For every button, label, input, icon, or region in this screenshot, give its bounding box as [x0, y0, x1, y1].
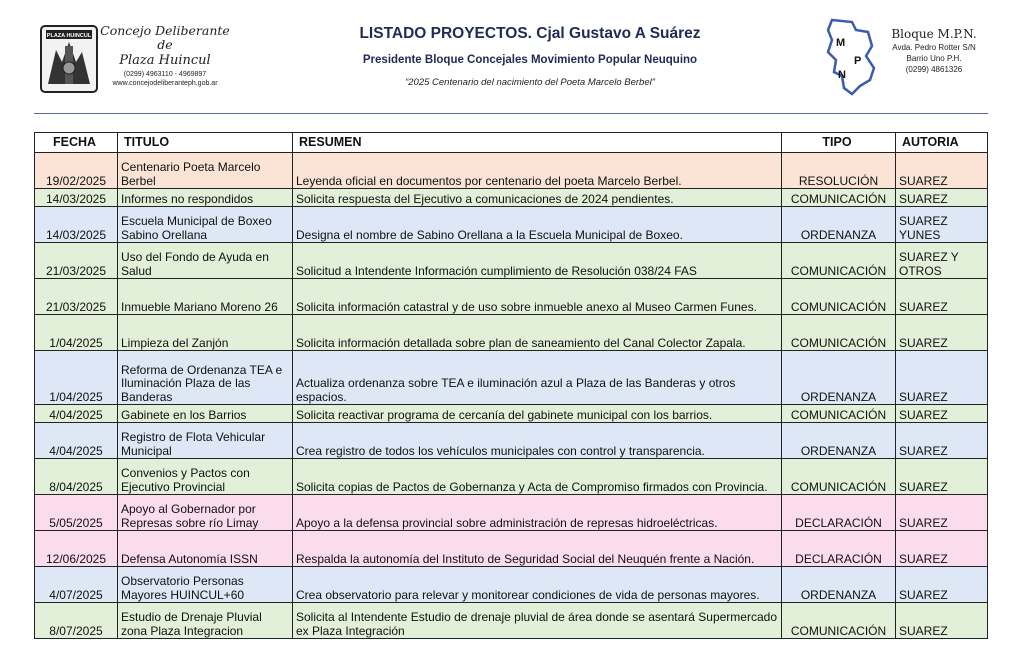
cell-titulo: Defensa Autonomía ISSN — [118, 531, 293, 567]
mpn-letter-m: M — [836, 37, 846, 49]
cell-tipo: COMUNICACIÓN — [782, 189, 896, 207]
cell-resumen: Solicitud a Intendente Información cumplimiento de Resolución 038/24 FAS — [293, 243, 782, 279]
table-row — [35, 531, 988, 567]
cell-autoria: SUAREZ — [896, 279, 988, 315]
cell-autoria: SUAREZ — [896, 459, 988, 495]
cell-fecha: 19/02/2025 — [35, 153, 118, 189]
cell-tipo: COMUNICACIÓN — [782, 279, 896, 315]
cell-titulo: Reforma de Ordenanza TEA e Iluminación Plaza de las Banderas — [118, 351, 293, 405]
cell-titulo: Estudio de Drenaje Pluvial zona Plaza Integracion — [118, 603, 293, 639]
cell-autoria: SUAREZ — [896, 495, 988, 531]
table-row — [35, 459, 988, 495]
mpn-letter-n: N — [838, 69, 846, 81]
header-tipo: TIPO — [782, 133, 896, 153]
cell-tipo: COMUNICACIÓN — [782, 315, 896, 351]
concejo-line1: Concejo Deliberante de — [100, 23, 230, 52]
header-divider — [34, 113, 988, 114]
cell-resumen: Solicita copias de Pactos de Gobernanza y Acta de Compromiso firmados con Provincia. — [293, 459, 782, 495]
document-quote: “2025 Centenario del nacimiento del Poeta Marcelo Berbel” — [405, 77, 655, 88]
cell-fecha: 12/06/2025 — [35, 531, 118, 567]
cell-resumen: Apoyo a la defensa provincial sobre administración de represas hidroeléctricas. — [293, 495, 782, 531]
cell-resumen: Crea observatorio para relevar y monitorear condiciones de vida de personas mayores. — [293, 567, 782, 603]
cell-resumen: Solicita reactivar programa de cercanía del gabinete municipal con los barrios. — [293, 405, 782, 423]
cell-resumen: Respalda la autonomía del Instituto de Seguridad Social del Neuquén frente a Nación. — [293, 531, 782, 567]
mpn-logo — [822, 16, 878, 96]
cell-titulo: Informes no respondidos — [118, 189, 293, 207]
cell-fecha: 8/07/2025 — [35, 603, 118, 639]
cell-tipo: DECLARACIÓN — [782, 531, 896, 567]
cell-titulo: Apoyo al Gobernador por Represas sobre río Limay — [118, 495, 293, 531]
document-title: LISTADO PROYECTOS. Cjal Gustavo A Suárez — [359, 25, 701, 42]
cell-tipo: ORDENANZA — [782, 207, 896, 243]
cell-titulo: Uso del Fondo de Ayuda en Salud — [118, 243, 293, 279]
cell-resumen: Solicita información catastral y de uso sobre inmueble anexo al Museo Carmen Funes. — [293, 279, 782, 315]
cell-autoria: SUAREZ — [896, 423, 988, 459]
header-fecha: FECHA — [35, 133, 118, 153]
bloque-barrio: Barrio Uno P.H. — [906, 54, 962, 63]
cell-titulo: Gabinete en los Barrios — [118, 405, 293, 423]
cell-fecha: 1/04/2025 — [35, 315, 118, 351]
table-row — [35, 405, 988, 423]
cell-titulo: Observatorio Personas Mayores HUINCUL+60 — [118, 567, 293, 603]
table-header — [35, 133, 988, 153]
projects-table — [34, 132, 988, 639]
cell-autoria: SUAREZ — [896, 603, 988, 639]
cell-fecha: 14/03/2025 — [35, 189, 118, 207]
cell-tipo: COMUNICACIÓN — [782, 603, 896, 639]
cell-titulo: Limpieza del Zanjón — [118, 315, 293, 351]
cell-fecha: 21/03/2025 — [35, 279, 118, 315]
table-body — [35, 153, 988, 639]
table-row — [35, 603, 988, 639]
table-row — [35, 153, 988, 189]
table-row — [35, 495, 988, 531]
cell-tipo: ORDENANZA — [782, 423, 896, 459]
cell-autoria: SUAREZ — [896, 351, 988, 405]
cell-autoria: SUAREZ — [896, 189, 988, 207]
cell-resumen: Solicita respuesta del Ejecutivo a comunicaciones de 2024 pendientes. — [293, 189, 782, 207]
cell-titulo: Registro de Flota Vehicular Municipal — [118, 423, 293, 459]
title-block — [300, 24, 760, 90]
cell-autoria: SUAREZ YUNES — [896, 207, 988, 243]
concejo-phone: (0299) 4963110 - 4969897 — [123, 71, 207, 78]
concejo-block — [100, 24, 230, 88]
cell-tipo: DECLARACIÓN — [782, 495, 896, 531]
bloque-address: Avda. Pedro Rotter S/N — [892, 43, 976, 52]
cell-fecha: 1/04/2025 — [35, 351, 118, 405]
cell-resumen: Crea registro de todos los vehículos municipales con control y transparencia. — [293, 423, 782, 459]
cell-fecha: 4/07/2025 — [35, 567, 118, 603]
cell-titulo: Escuela Municipal de Boxeo Sabino Orellana — [118, 207, 293, 243]
cell-titulo: Inmueble Mariano Moreno 26 — [118, 279, 293, 315]
table-row — [35, 567, 988, 603]
cell-resumen: Actualiza ordenanza sobre TEA e iluminación azul a Plaza de las Banderas y otros espacios. — [293, 351, 782, 405]
table-row — [35, 279, 988, 315]
table-row — [35, 207, 988, 243]
cell-fecha: 14/03/2025 — [35, 207, 118, 243]
cell-tipo: RESOLUCIÓN — [782, 153, 896, 189]
cell-tipo: COMUNICACIÓN — [782, 243, 896, 279]
cell-fecha: 21/03/2025 — [35, 243, 118, 279]
table-row — [35, 351, 988, 405]
cell-fecha: 5/05/2025 — [35, 495, 118, 531]
cell-resumen: Solicita al Intendente Estudio de drenaje pluvial de área donde se asentará Supermercado ex Plaza Integración — [293, 603, 782, 639]
table-row — [35, 315, 988, 351]
document-subtitle: Presidente Bloque Concejales Movimiento Popular Neuquino — [362, 54, 698, 66]
cell-autoria: SUAREZ — [896, 405, 988, 423]
header-resumen: RESUMEN — [293, 133, 782, 153]
cell-tipo: ORDENANZA — [782, 351, 896, 405]
bloque-name: Bloque M.P.N. — [891, 27, 977, 41]
table-row — [35, 189, 988, 207]
cell-fecha: 4/04/2025 — [35, 405, 118, 423]
bloque-block — [878, 26, 990, 75]
bloque-phone: (0299) 4861326 — [905, 65, 963, 74]
cell-autoria: SUAREZ Y OTROS — [896, 243, 988, 279]
mpn-letter-p: P — [854, 55, 862, 67]
cell-autoria: SUAREZ — [896, 567, 988, 603]
cell-tipo: COMUNICACIÓN — [782, 459, 896, 495]
cell-titulo: Centenario Poeta Marcelo Berbel — [118, 153, 293, 189]
document-header — [0, 0, 1024, 114]
plaza-huincul-logo — [38, 22, 100, 96]
header-autoria: AUTORIA — [896, 133, 988, 153]
cell-autoria: SUAREZ — [896, 315, 988, 351]
cell-tipo: ORDENANZA — [782, 567, 896, 603]
concejo-web: www.concejodeliberanteph.gob.ar — [112, 80, 218, 87]
concejo-line2: Plaza Huincul — [119, 53, 211, 68]
cell-resumen: Solicita información detallada sobre plan de saneamiento del Canal Colector Zapala. — [293, 315, 782, 351]
cell-autoria: SUAREZ — [896, 531, 988, 567]
cell-fecha: 4/04/2025 — [35, 423, 118, 459]
table-row — [35, 243, 988, 279]
header-titulo: TITULO — [118, 133, 293, 153]
cell-titulo: Convenios y Pactos con Ejecutivo Provincial — [118, 459, 293, 495]
table-row — [35, 423, 988, 459]
cell-tipo: COMUNICACIÓN — [782, 405, 896, 423]
cell-resumen: Designa el nombre de Sabino Orellana a la Escuela Municipal de Boxeo. — [293, 207, 782, 243]
cell-resumen: Leyenda oficial en documentos por centenario del poeta Marcelo Berbel. — [293, 153, 782, 189]
logo-text: PLAZA HUINCUL — [46, 33, 92, 39]
cell-autoria: SUAREZ — [896, 153, 988, 189]
cell-fecha: 8/04/2025 — [35, 459, 118, 495]
